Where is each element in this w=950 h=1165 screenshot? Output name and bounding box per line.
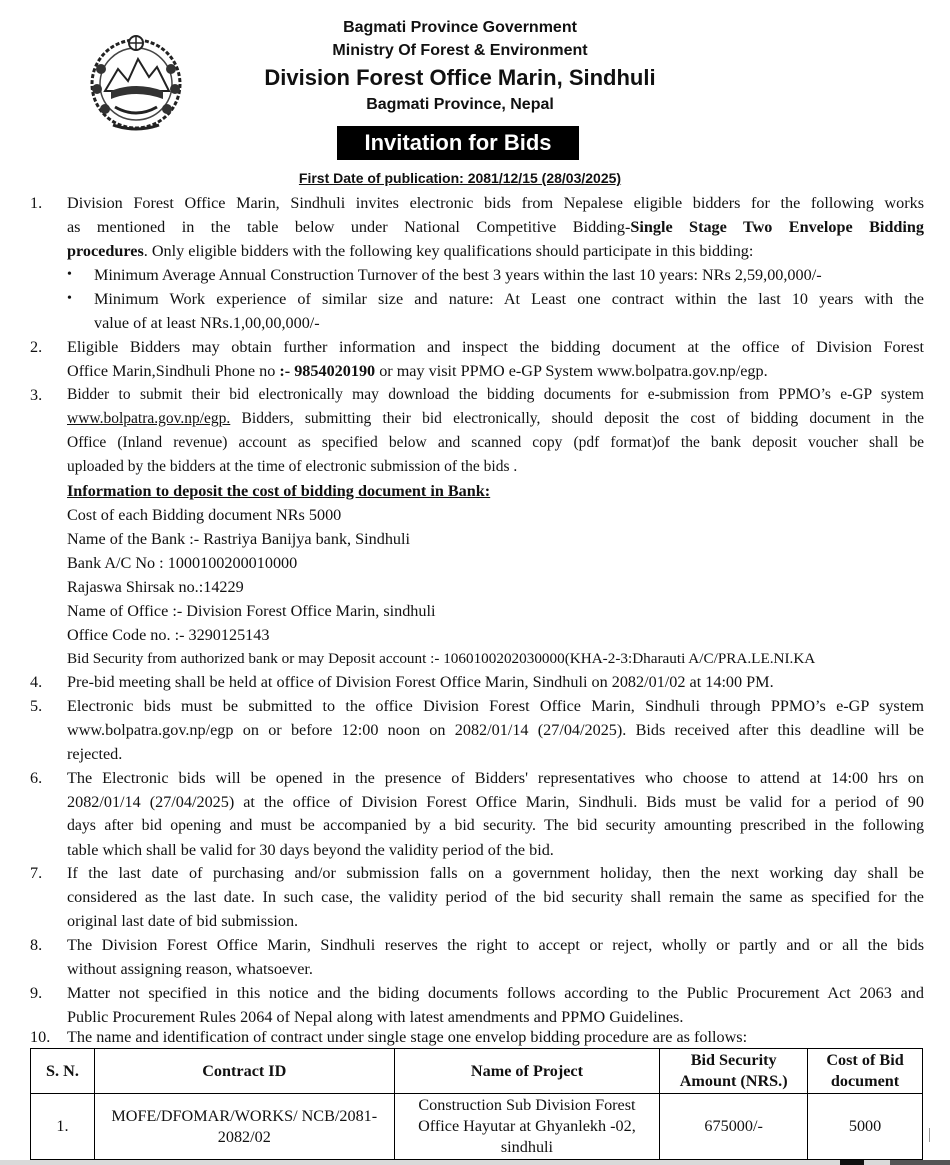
cell-project-name: Construction Sub Division Forest Office Hayutar at Ghyanlekh -02, sindhuli — [394, 1094, 660, 1160]
paragraph-line: without assigning reason, whatsoever. — [67, 960, 313, 978]
paragraph-line: table which shall be valid for 30 days beyond the validity period of the bid. — [67, 841, 554, 859]
item-number: 2. — [30, 338, 43, 356]
bullet-line: value of at least NRs.1,00,00,000/- — [94, 314, 320, 332]
paragraph-line: Bidder to submit their bid electronically may download the bidding documents for e-submission from PPMO’s e-GP system — [67, 386, 924, 403]
horizontal-scrollbar[interactable] — [0, 1160, 950, 1165]
header-office-name: Division Forest Office Marin, Sindhuli — [264, 65, 656, 90]
paragraph-line: Public Procurement Rules 2064 of Nepal along with latest amendments and PPMO Guidelines. — [67, 1008, 684, 1026]
paragraph-line: rejected. — [67, 745, 123, 763]
divider — [929, 1128, 930, 1142]
paragraph-line: Electronic bids must be submitted to the office Division Forest Office Marin, Sindhuli through PPMO’s e-GP system — [67, 697, 924, 715]
paragraph-line: original last date of bid submission. — [67, 912, 299, 930]
scrollbar-track-end — [890, 1160, 950, 1165]
contract-table — [30, 1048, 923, 1160]
publication-date: First Date of publication: 2081/12/15 (28/03/2025) — [298, 170, 622, 186]
scrollbar-thumb[interactable] — [840, 1160, 864, 1165]
text-span: Bidders, submitting their bid electronically, should deposit the cost of bidding document in the — [230, 410, 924, 427]
bullet-icon: • — [67, 267, 72, 282]
paragraph-line — [67, 359, 924, 383]
egp-link[interactable]: www.bolpatra.gov.np/egp. — [67, 410, 231, 427]
paragraph-line: considered as the last date. In such case, the validity period of the bid security shall remain the same as specified for the — [67, 888, 924, 906]
column-header-sn: S. N. — [31, 1049, 95, 1094]
paragraph-line: www.bolpatra.gov.np/egp on or before 12:00 noon on 2082/01/14 (27/04/2025). Bids received after this deadline will be — [67, 721, 924, 739]
bold-text: Single Stage Two Envelope Bidding — [630, 218, 924, 236]
item-number: 7. — [30, 864, 43, 882]
column-header-project-name: Name of Project — [394, 1049, 660, 1094]
bank-info-title: Information to deposit the cost of bidding document in Bank: — [67, 482, 491, 500]
column-header-cost: Cost of Bid document — [808, 1049, 923, 1094]
item-number: 9. — [30, 984, 43, 1002]
bullet-line: Minimum Work experience of similar size and nature: At Least one contract within the last 10 years with the — [94, 290, 924, 308]
text-span: as mentioned in the table below under National Competitive Bidding- — [67, 218, 631, 236]
paragraph-line: uploaded by the bidders at the time of electronic submission of the bids . — [67, 458, 518, 475]
item-number: 6. — [30, 769, 43, 787]
paragraph-line — [67, 215, 924, 239]
bold-text: procedures — [67, 242, 144, 260]
invitation-banner: Invitation for Bids — [337, 126, 579, 160]
bank-info-line: Name of Office :- Division Forest Office Marin, sindhuli — [67, 602, 436, 620]
paragraph-line: Matter not specified in this notice and the biding documents follows according to the Public Procurement Act 2063 and — [67, 984, 924, 1002]
cell-bid-security: 675000/- — [660, 1094, 808, 1160]
item-number: 1. — [30, 194, 43, 212]
paragraph-line: If the last date of purchasing and/or submission falls on a government holiday, then the next working day shall be — [67, 864, 924, 882]
bank-info-line: Cost of each Bidding document NRs 5000 — [67, 506, 342, 524]
table-header-row — [31, 1049, 923, 1094]
header-location: Bagmati Province, Nepal — [366, 96, 554, 113]
paragraph-line: Pre-bid meeting shall be held at office of Division Forest Office Marin, Sindhuli on 2082/01/02 at 14:00 PM. — [67, 673, 774, 691]
header-ministry: Ministry Of Forest & Environment — [332, 42, 588, 59]
column-header-bid-security: Bid Security Amount (NRS.) — [660, 1049, 808, 1094]
item-number: 8. — [30, 936, 43, 954]
cell-sn: 1. — [31, 1094, 95, 1160]
bullet-line: Minimum Average Annual Construction Turnover of the best 3 years within the last 10 years: NRs 2,59,00,000/- — [94, 266, 822, 284]
paragraph-line: Eligible Bidders may obtain further information and inspect the bidding document at the office of Division Forest — [67, 338, 924, 356]
cell-contract-id: MOFE/DFOMAR/WORKS/ NCB/2081-2082/02 — [94, 1094, 394, 1160]
item-number: 5. — [30, 697, 43, 715]
paragraph-line — [67, 239, 924, 263]
bullet-icon: • — [67, 291, 72, 306]
item-number: 4. — [30, 673, 43, 691]
paragraph-line: Division Forest Office Marin, Sindhuli invites electronic bids from Nepalese eligible bidders for the following works — [67, 194, 924, 212]
paragraph-line — [67, 407, 924, 431]
item-number: 3. — [30, 386, 43, 404]
bank-info-line: Rajaswa Shirsak no.:14229 — [67, 578, 244, 596]
header-province-government: Bagmati Province Government — [343, 19, 577, 36]
text-span: . Only eligible bidders with the following key qualifications should participate in this bidding: — [143, 242, 754, 260]
paragraph-line: days after bid opening and must be accompanied by a bid security. The bid security amounting prescribed in the following — [67, 817, 924, 834]
paragraph-line: 2082/01/14 (27/04/2025) at the office of Division Forest Office Marin, Sindhuli. Bids must be valid for a period of 90 — [67, 793, 924, 811]
paragraph-line: The Electronic bids will be opened in the presence of Bidders' representatives who choose to attend at 14:00 hrs on — [67, 769, 924, 787]
column-header-contract-id: Contract ID — [94, 1049, 394, 1094]
bank-info-line: Bank A/C No : 1000100200010000 — [67, 554, 298, 572]
phone-number: :- 9854020190 — [279, 362, 376, 380]
cell-cost: 5000 — [808, 1094, 923, 1160]
bank-info-line: Bid Security from authorized bank or may Deposit account :- 1060100202030000(KHA-2-3:Dharauti A/C/PRA.LE.NI.KA — [67, 650, 816, 667]
bank-info-line: Name of the Bank :- Rastriya Banijya bank, Sindhuli — [67, 530, 411, 548]
text-span: Office Marin,Sindhuli Phone no — [67, 362, 280, 380]
bank-info-line: Office Code no. :- 3290125143 — [67, 626, 270, 644]
paragraph-line: The name and identification of contract under single stage one envelop bidding procedure are as follows: — [67, 1028, 748, 1046]
text-span: or may visit PPMO e-GP System www.bolpatra.gov.np/egp. — [375, 362, 768, 380]
item-number: 10. — [30, 1028, 51, 1046]
paragraph-line: The Division Forest Office Marin, Sindhuli reserves the right to accept or reject, wholly or partly and or all the bids — [67, 936, 924, 954]
paragraph-line: Office (Inland revenue) account as specified below and scanned copy (pdf format)of the bank deposit voucher shall be — [67, 434, 924, 451]
table-row — [31, 1094, 923, 1160]
